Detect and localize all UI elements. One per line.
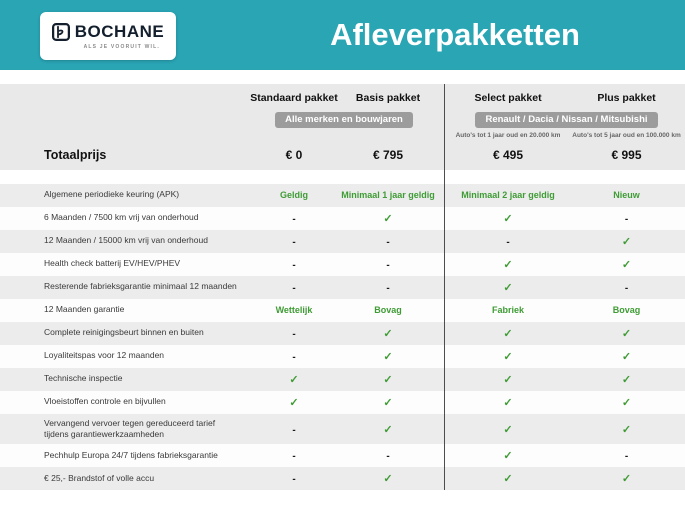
feature-label: Vloeistoffen controle en bijvullen [44,396,166,407]
dash-mark: - [506,237,510,248]
feature-row [0,345,685,368]
feature-label: Technische inspectie [44,373,123,384]
check-icon: ✓ [289,374,299,386]
feature-label: € 25,- Brandstof of volle accu [44,472,155,483]
group-badge-brand-list: Renault / Dacia / Nissan / Mitsubishi [475,112,657,128]
feature-label: Algemene periodieke keuring (APK) [44,189,180,200]
check-icon: ✓ [621,397,632,409]
check-icon: ✓ [503,282,513,294]
feature-value: Wettelijk [275,305,313,315]
group-badge-all-brands: Alle merken en bouwjaren [275,112,413,128]
feature-label: Resterende fabrieksgarantie minimaal 12 maanden [44,281,237,292]
feature-row [0,322,685,345]
dash-mark: - [292,474,296,486]
price-standaard: € 0 [285,147,303,162]
check-icon: ✓ [503,473,513,486]
feature-row [0,230,685,253]
feature-label: 12 Maanden / 15000 km vrij van onderhoud [44,235,208,246]
feature-value: Minimaal 2 jaar geldig [461,190,555,200]
feature-label: 12 Maanden garantie [44,304,125,315]
feature-value: Nieuw [613,190,640,200]
bochane-logo-icon [52,23,70,41]
dash-mark: - [292,451,296,463]
column-header-standaard: Standaard pakket [250,92,338,104]
check-icon: ✓ [503,351,513,363]
check-icon: ✓ [503,450,513,463]
dash-mark: - [386,283,390,294]
dash-mark: - [292,237,296,248]
price-basis: € 795 [372,147,404,162]
feature-value: Minimaal 1 jaar geldig [341,190,435,200]
total-price-label: Totaalprijs [44,147,107,162]
check-icon: ✓ [383,473,393,486]
brand-tagline: ALS JE VOORUIT WIL. [83,44,160,50]
check-icon: ✓ [621,236,632,248]
dash-mark: - [292,283,296,294]
feature-row [0,184,685,207]
feature-label: 6 Maanden / 7500 km vrij van onderhoud [44,212,199,223]
feature-row [0,276,685,299]
price-plus: € 995 [611,147,642,162]
feature-label: Vervangend vervoer tegen gereduceerd tarief tijdens garantiewerkzaamheden [44,417,216,439]
top-header-bar [0,0,685,70]
subnotes-row [0,130,685,141]
feature-row [0,414,685,444]
check-icon: ✓ [383,374,393,386]
check-icon: ✓ [621,259,632,271]
dash-mark: - [292,260,296,271]
dash-mark: - [624,283,629,294]
feature-row [0,207,685,230]
select-subnote: Auto's tot 1 jaar oud en 20.000 km [455,131,561,139]
check-icon: ✓ [383,328,393,340]
feature-rows [0,184,685,490]
check-icon: ✓ [621,328,632,340]
dash-mark: - [292,214,296,225]
dash-mark: - [292,424,296,436]
dash-mark: - [292,352,296,363]
feature-value: Bovag [374,305,402,315]
feature-row [0,368,685,391]
check-icon: ✓ [383,351,393,363]
total-price-row [0,141,685,170]
check-icon: ✓ [621,374,632,386]
group-badges-row [0,108,685,130]
brand-logo-card [40,12,176,60]
dash-mark: - [386,451,390,463]
column-headers-row [0,89,685,108]
check-icon: ✓ [503,397,513,409]
column-header-basis: Basis pakket [355,92,421,104]
brand-name: BOCHANE [74,22,165,41]
feature-value: Fabriek [491,305,524,315]
check-icon: ✓ [621,473,632,486]
table-header-band [0,84,685,170]
check-icon: ✓ [503,374,513,386]
feature-row [0,299,685,322]
feature-label: Complete reinigingsbeurt binnen en buiten [44,327,204,338]
dash-mark: - [386,260,390,271]
check-icon: ✓ [621,351,632,363]
feature-row [0,444,685,467]
dash-mark: - [292,329,296,340]
dash-mark: - [386,237,390,248]
check-icon: ✓ [383,397,393,409]
dash-mark: - [624,214,629,225]
feature-row [0,253,685,276]
feature-label: Pechhulp Europa 24/7 tijdens fabrieksgarantie [44,449,218,460]
feature-label: Loyaliteitspas voor 12 maanden [44,350,165,361]
plus-subnote: Auto's tot 5 jaar oud en 100.000 km [572,131,681,139]
group-divider-line [444,84,445,490]
check-icon: ✓ [383,213,393,225]
check-icon: ✓ [289,397,299,409]
brand-logo-row [52,22,164,42]
column-header-plus: Plus pakket [597,92,656,104]
packages-table [0,84,685,490]
check-icon: ✓ [503,259,513,271]
feature-label: Health check batterij EV/HEV/PHEV [44,258,181,269]
check-icon: ✓ [503,328,513,340]
check-icon: ✓ [621,423,632,436]
feature-row [0,467,685,490]
price-select: € 495 [492,147,524,162]
check-icon: ✓ [503,423,513,436]
check-icon: ✓ [503,213,513,225]
column-header-select: Select pakket [474,92,542,104]
page-title: Afleverpakketten [330,17,580,52]
feature-value: Geldig [279,190,308,200]
check-icon: ✓ [383,423,393,436]
feature-row [0,391,685,414]
feature-value: Bovag [612,305,641,315]
dash-mark: - [624,451,629,463]
